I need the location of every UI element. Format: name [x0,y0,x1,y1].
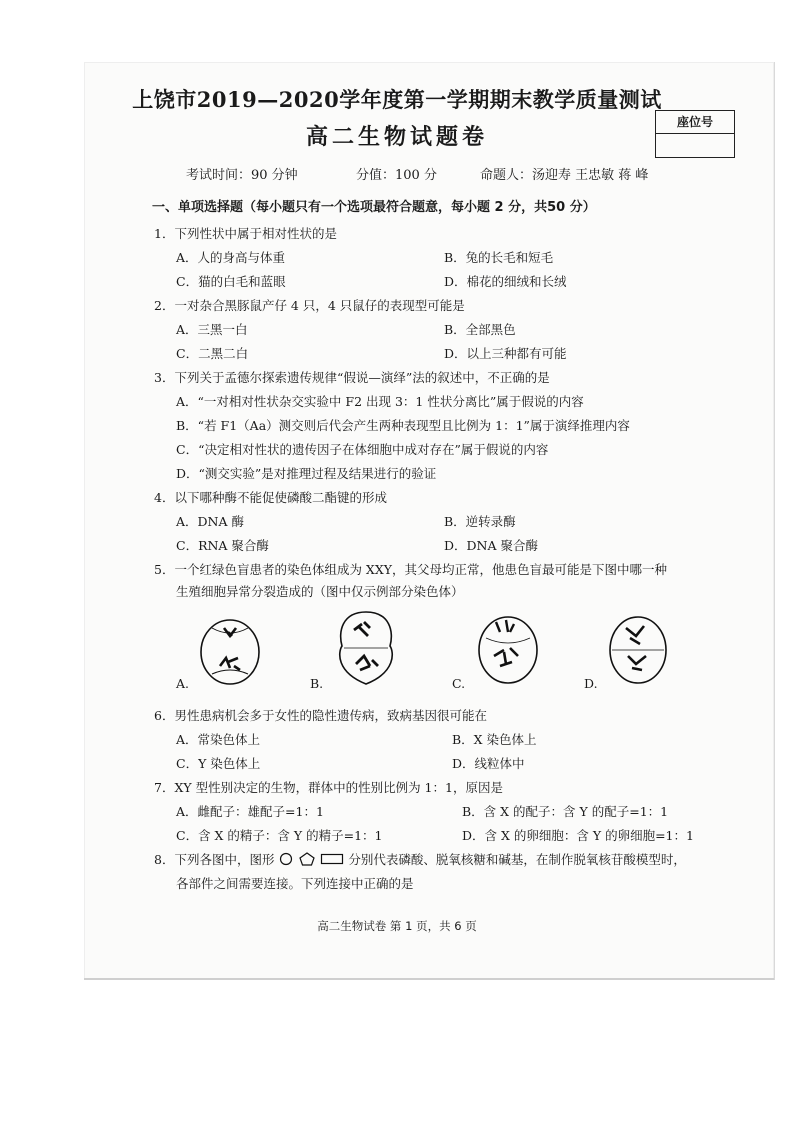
cell-diagram-a [198,608,262,692]
section-title: 一、单项选择题（每小题只有一个选项最符合题意，每小题 2 分，共50 分） [152,200,596,215]
question-5-option-b: B. [310,676,324,691]
question-1-option-c: C．猫的白毛和蓝眼 [176,274,286,289]
question-3-option-d: D．“测交实验”是对推理过程及结果进行的验证 [176,466,437,481]
exam-title: 上饶市2019—2020学年度第一学期期末教学质量测试 [132,87,662,112]
question-3-option-c: C．“决定相对性状的遗传因子在体细胞中成对存在”属于假说的内容 [176,442,549,457]
page-edge [84,978,774,980]
question-4-option-b: B．逆转录酶 [444,514,516,529]
question-4-option-d: D．DNA 聚合酶 [444,538,538,553]
question-4-option-a: A．DNA 酶 [176,514,244,529]
seat-number-box [655,110,735,158]
cell-diagram-d [606,608,670,692]
question-5-option-c: C. [452,676,466,691]
question-4-stem: 4．以下哪种酶不能促使磷酸二酯键的形成 [154,490,387,505]
question-1-stem: 1．下列性状中属于相对性状的是 [154,226,337,241]
question-2-option-a: A．三黑一白 [176,322,248,337]
phosphate-circle-icon [278,852,294,869]
deoxyribose-pentagon-icon [298,852,316,869]
question-8-stem-part1: 8．下列各图中，图形 [154,852,275,867]
question-6-option-a: A．常染色体上 [176,732,261,747]
question-1-option-b: B．兔的长毛和短毛 [444,250,554,265]
question-5-option-d: D. [584,676,598,691]
question-6-stem: 6．男性患病机会多于女性的隐性遗传病，致病基因很可能在 [154,708,487,723]
question-8-stem-part2: 分别代表磷酸、脱氧核糖和碱基，在制作脱氧核苷酸模型时， [348,852,686,867]
base-rectangle-icon [320,852,344,869]
question-7-option-b: B．含 X 的配子：含 Y 的配子=1：1 [462,804,669,819]
question-3-option-a: A．“一对相对性状杂交实验中 F2 出现 3：1 性状分离比”属于假说的内容 [176,394,584,409]
question-3-option-b: B．“若 F1（Aa）测交则后代会产生两种表现型且比例为 1：1”属于演绎推理内容 [176,418,630,433]
question-3-stem: 3．下列关于孟德尔探索遗传规律“假说—演绎”法的叙述中，不正确的是 [154,370,550,385]
question-8-stem-line2: 各部件之间需要连接。下列连接中正确的是 [176,876,414,891]
question-2-option-d: D．以上三种都有可能 [444,346,567,361]
question-4-option-c: C．RNA 聚合酶 [176,538,269,553]
question-7-option-c: C．含 X 的精子：含 Y 的精子=1：1 [176,828,383,843]
exam-score: 分值：100 分 [356,168,437,183]
question-8-stem-line1 [154,850,686,869]
question-1-option-d: D．棉花的细绒和长绒 [444,274,567,289]
page-footer: 高二生物试卷 第 1 页，共 6 页 [317,919,477,933]
question-2-stem: 2．一对杂合黑豚鼠产仔 4 只，4 只鼠仔的表现型可能是 [154,298,465,313]
question-2-option-b: B．全部黑色 [444,322,516,337]
cell-diagram-c [476,608,540,692]
exam-time: 考试时间：90 分钟 [186,168,298,183]
question-5-stem-line2: 生殖细胞异常分裂造成的（图中仅示例部分染色体） [176,584,464,599]
exam-authors: 命题人：汤迎寿 王忠敏 蒋 峰 [480,168,649,183]
question-7-stem: 7．XY 型性别决定的生物，群体中的性别比例为 1：1，原因是 [154,780,503,795]
question-6-option-d: D．线粒体中 [452,756,525,771]
seat-number-label: 座位号 [656,111,734,134]
question-5-stem-line1: 5．一个红绿色盲患者的染色体组成为 XXY，其父母均正常，他患色盲最可能是下图中哪一种 [154,562,667,577]
question-6-option-b: B．X 染色体上 [452,732,537,747]
question-2-option-c: C．二黑二白 [176,346,249,361]
question-1-option-a: A．人的身高与体重 [176,250,286,265]
question-7-option-d: D．含 X 的卵细胞：含 Y 的卵细胞=1：1 [462,828,694,843]
exam-subtitle: 高二生物试题卷 [305,124,488,150]
cell-diagram-b [334,608,398,692]
question-6-option-c: C．Y 染色体上 [176,756,261,771]
question-7-option-a: A．雌配子：雄配子=1：1 [176,804,324,819]
question-5-option-a: A. [176,676,190,691]
